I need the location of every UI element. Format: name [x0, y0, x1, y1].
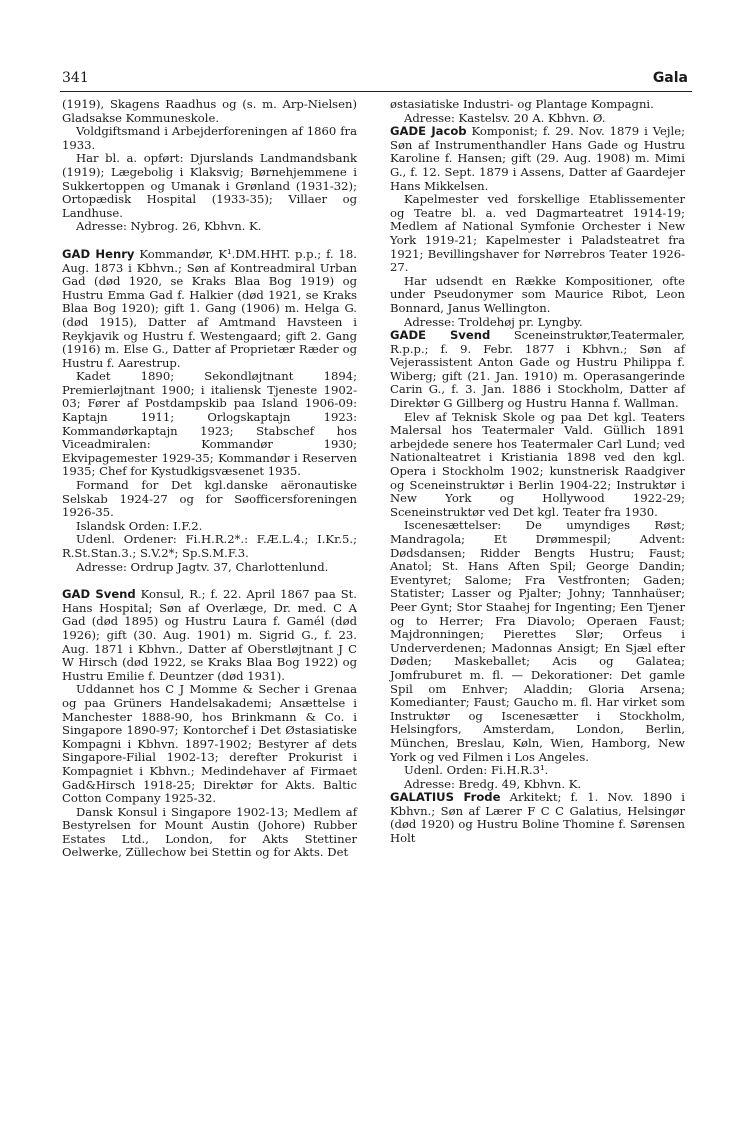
entry-text: Arkitekt; f. 1. Nov. 1890 i Kbhvn.; Søn af Lærer F C C Galatius, Helsingør (død 1920) og Hustru Boline Thomine f. Sørensen Holt: [390, 790, 685, 846]
entry-gap: [62, 234, 357, 248]
biography-entry: [390, 125, 685, 193]
entry-text: Komponist; f. 29. Nov. 1879 i Vejle; Søn af Instrumenthandler Hans Gade og Hustru Karoline f. Hansen; gift (29. Aug. 1908) m. Mimi G., f. 12. Sept. 1879 i Assens, Datter af Gaardejer Hans Mikkelsen.: [390, 124, 685, 193]
paragraph: Kapelmester ved forskellige Etablissementer og Teatre bl. a. ved Dagmarteatret 1914-19; Medlem af National Symfonie Orchester i New York 1919-21; Kapelmester i Paladsteatret fra 1921; Bevillingshaver for Nørrebros Teater 1926-27.: [390, 192, 685, 275]
entry-name: GADE Jacob: [390, 124, 467, 139]
paragraph: Adresse: Troldehøj pr. Lyngby.: [404, 314, 583, 329]
paragraph: Har bl. a. opført: Djurslands Landmandsbank (1919); Lægebolig i Klaksvig; Børnehjemmene i Sukkertoppen og Umanak i Grønland (1931-32); Ortopædisk Hospital (1933-35); Villaer og Landhuse.: [62, 151, 357, 220]
header-rule: [60, 91, 692, 92]
paragraph: Formand for Det kgl.danske aëronautiske Selskab 1924-27 og for Søofficersforeningen 1926-35.: [62, 478, 357, 520]
paragraph: Adresse: Nybrog. 26, Kbhvn. K.: [76, 219, 262, 234]
paragraph: (1919), Skagens Raadhus og (s. m. Arp-Nielsen) Gladsakse Kommuneskole.: [62, 97, 357, 125]
entry-name: GAD Svend: [62, 587, 136, 602]
entry-text: Konsul, R.; f. 22. April 1867 paa St. Hans Hospital; Søn af Overlæge, Dr. med. C A Gad (død 1895) og Hustru Laura f. Gamél (død 1926); gift (30. Aug. 1901) m. Sigrid G., f. 23. Aug. 1871 i Kbhvn., Datter af Oberstløjtnant J C W Hirsch (død 1922, se Kraks Blaa Bog 1922) og Hustru Emilie f. Deuntzer (død 1931).: [62, 587, 357, 683]
biography-entry: [390, 791, 685, 845]
running-title: Gala: [652, 70, 688, 86]
entry-gap: [62, 574, 357, 588]
paragraph: Voldgiftsmand i Arbejderforeningen af 1860 fra 1933.: [62, 124, 357, 152]
paragraph: østasiatiske Industri- og Plantage Kompagni.: [390, 97, 654, 111]
biography-entry: [390, 329, 685, 411]
paragraph: Adresse: Ordrup Jagtv. 37, Charlottenlund.: [76, 559, 329, 574]
paragraph: Har udsendt en Række Kompositioner, ofte under Pseudonymer som Maurice Ribot, Leon Bonnard, Janus Wellington.: [390, 273, 685, 315]
paragraph: Dansk Konsul i Singapore 1902-13; Medlem af Bestyrelsen for Mount Austin (Johore) Rubber Estates Ltd., London, for Akts Stettiner Oelwerke, Züllechow bei Stettin og for Akts. Det: [62, 804, 357, 860]
entry-name: GAD Henry: [62, 246, 135, 261]
entry-name: GALATIUS Frode: [390, 790, 501, 805]
right-column: [390, 98, 685, 846]
entry-name: GADE Svend: [390, 328, 491, 343]
biography-entry: [62, 588, 357, 683]
left-column: [62, 98, 357, 860]
paragraph: Udenl. Ordener: Fi.H.R.2*.: F.Æ.L.4.; I.Kr.5.; R.St.Stan.3.; S.V.2*; Sp.S.M.F.3.: [62, 532, 357, 560]
page-number: 341: [62, 70, 89, 86]
paragraph: Udenl. Orden: Fi.H.R.3¹.: [404, 763, 549, 778]
biography-entry: [62, 248, 357, 370]
paragraph: Islandsk Orden: I.F.2.: [76, 518, 203, 533]
paragraph: Adresse: Kastelsv. 20 A. Kbhvn. Ø.: [404, 110, 606, 125]
paragraph: Iscenesættelser: De umyndiges Røst; Mandragola; Et Drømmespil; Advent: Dødsdansen; Ridder Bengts Hustru; Faust; Anatol; St. Hans Aften Spil; George Dandin; Eventyret; Salome; Fra Vestfronten; Gaden; Statister; Lasser og Pjalter; Johny; Tannhaüser; Peer Gynt; Stor Staahej for Ingenting; Een Tjener og to Herrer; Fra Diavolo; Operaen Faust; Majdronningen; Pierettes Slør; Orfeus i Underverdenen; Madonnas Ansigt; En Sjæl efter Døden; Maskeballet; Acis og Galatea; Jomfruburet m. fl. — Dekorationer: Det gamle Spil om Enhver; Aladdin; Gloria Arsena; Komedianter; Faust; Gaucho m. fl. Har virket som Instruktør og Iscenesætter i Stockholm, Helsingfors, Amsterdam, London, Berlin, München, Breslau, Køln, Wien, Hamborg, New York og ved Filmen i Los Angeles.: [390, 518, 685, 764]
paragraph: Uddannet hos C J Momme & Secher i Grenaa og paa Grüners Handelsakademi; Ansættelse i Manchester 1888-90, hos Brinkmann & Co. i Singapore 1890-97; Kontorchef i Det Østasiatiske Kompagni i Kbhvn. 1897-1902; Bestyrer af dets Singapore-Filial 1902-13; derefter Prokurist i Kompagniet i Kbhvn.; Medindehaver af Firmaet Gad&Hirsch 1918-25; Direktør for Akts. Baltic Cotton Company 1925-32.: [62, 682, 357, 806]
paragraph: Adresse: Bredg. 49, Kbhvn. K.: [404, 776, 582, 791]
entry-text: Kommandør, K¹.DM.HHT. p.p.; f. 18. Aug. 1873 i Kbhvn.; Søn af Kontreadmiral Urban Gad (død 1920, se Kraks Blaa Bog 1919) og Hustru Emma Gad f. Halkier (død 1921, se Kraks Blaa Bog 1920); gift 1. Gang (1906) m. Helga G. (død 1915), Datter af Amtmand Havsteen i Reykjavik og Hustru f. Westengaard; gift 2. Gang (1916) m. Else G., Datter af Proprietær Ræder og Hustru f. Aarestrup.: [62, 246, 357, 370]
paragraph: Kadet 1890; Sekondløjtnant 1894; Premierløjtnant 1900; i italiensk Tjeneste 1902-03; Fører af Postdampskib paa Island 1906-09: Kaptajn 1911; Orlogskaptajn 1923: Kommandørkaptajn 1923; Stabschef hos Viceadmiralen: Kommandør 1930; Ekvipagemester 1929-35; Kommandør i Reserven 1935; Chef for Kystudkigsvæsenet 1935.: [62, 369, 357, 479]
paragraph: Elev af Teknisk Skole og paa Det kgl. Teaters Malersal hos Teatermaler Vald. Güllich 1891 arbejdede senere hos Teatermaler Carl Lund; ved Nationalteatret i Kristiania 1898 ved den kgl. Opera i Stockholm 1902; kunstnerisk Raadgiver og Sceneinstruktør i Berlin 1904-22; Instruktør i New York og Hollywood 1922-29; Sceneinstruktør ved Det kgl. Teater fra 1930.: [390, 409, 685, 519]
entry-text: Sceneinstruktør,Teatermaler, R.p.p.; f. 9. Febr. 1877 i Kbhvn.; Søn af Vejerassistent Anton Gade og Hustru Philippa f. Wiberg; gift (21. Jan. 1910) m. Operasangerinde Carin G., f. 3. Jan. 1886 i Stockholm, Datter af Direktør G Gillberg og Hustru Hanna f. Wallman.: [390, 328, 685, 411]
